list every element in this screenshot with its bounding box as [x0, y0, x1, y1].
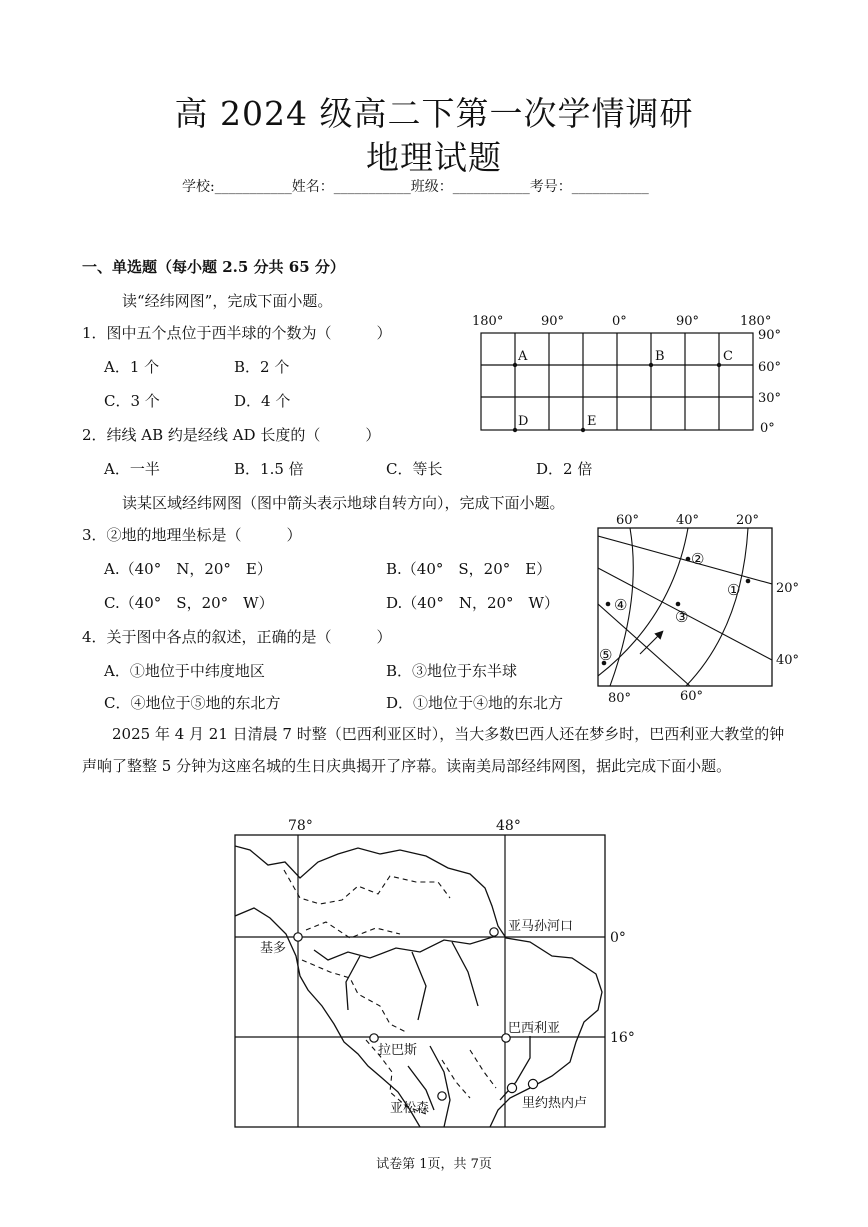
- q1-option-d: D．4 个: [234, 392, 291, 410]
- q4-option-a: A．①地位于中纬度地区: [104, 662, 265, 680]
- sa-top-label: 78°: [288, 818, 313, 834]
- south-america-map: [230, 810, 640, 1130]
- q3-option-d: D.（40° N，20° W）: [386, 594, 559, 612]
- grid-top-label: 180°: [740, 314, 772, 329]
- coastline: [235, 846, 602, 1127]
- region-label-3: ③: [675, 608, 689, 626]
- grid-label-b: B: [655, 349, 665, 364]
- region-right-label: 40°: [776, 653, 800, 668]
- quito-marker: [294, 933, 302, 941]
- q3-option-b: B.（40° S，20° E）: [386, 560, 552, 578]
- border-lines: [284, 870, 496, 1114]
- rio-marker: [507, 1083, 516, 1092]
- la-paz-marker: [370, 1034, 378, 1042]
- asuncion-marker: [438, 1092, 446, 1100]
- grid-top-label: 90°: [541, 314, 565, 329]
- region-label-1: ①: [727, 581, 741, 599]
- label-amazon-mouth: 亚马孙河口: [508, 919, 574, 934]
- exam-subtitle: 地理试题: [366, 138, 502, 177]
- graticule-map: [466, 308, 796, 442]
- label-la-paz: 拉巴斯: [378, 1043, 418, 1058]
- region-top-label: 60°: [616, 513, 640, 528]
- grid-right-label: 0°: [760, 421, 775, 436]
- grid-label-a: A: [518, 349, 528, 364]
- region-label-5: ⑤: [599, 646, 613, 664]
- sa-top-label: 48°: [496, 818, 521, 834]
- sa-map-frame: [235, 835, 605, 1127]
- passage: 2025 年 4 月 21 日清晨 7 时整（巴西利亚区时），当大多数巴西人还在梦乡时，巴西利亚大教堂的钟声响了整整 5 分钟为这座名城的生日庆典揭开了序幕。读南美局部经纬网图，据此完成下面小题。: [82, 725, 785, 775]
- q1-stem: 1．图中五个点位于西半球的个数为（ ）: [82, 324, 392, 342]
- tributary: [346, 942, 530, 1100]
- exam-title: 高 2024 级高二下第一次学情调研: [174, 94, 694, 133]
- grid-label-e: E: [587, 414, 597, 429]
- region-point-3: [676, 602, 681, 607]
- sa-right-label: 16°: [610, 1030, 635, 1046]
- sa-right-label: 0°: [610, 930, 626, 946]
- q3-stem: 3．②地的地理坐标是（ ）: [82, 526, 302, 544]
- grid-right-label: 90°: [758, 328, 782, 343]
- sa-graticule: [235, 835, 605, 1127]
- grid-right-label: 30°: [758, 391, 782, 406]
- region-label-4: ④: [614, 596, 628, 614]
- grid-top-label: 0°: [612, 314, 627, 329]
- q4-option-c: C．④地位于⑤地的东北方: [104, 694, 281, 712]
- region-map: [590, 508, 815, 708]
- page-footer: 试卷第 1页，共 7页: [376, 1157, 492, 1172]
- amazon-mouth-marker: [490, 928, 498, 936]
- q1-option-a: A．1 个: [104, 358, 160, 376]
- intro-1: 读“经纬网图”，完成下面小题。: [122, 292, 333, 310]
- q1-option-c: C．3 个: [104, 392, 160, 410]
- grid-label-d: D: [518, 414, 529, 429]
- q3-option-c: C.（40° S，20° W）: [104, 594, 274, 612]
- region-point-2: [686, 557, 691, 562]
- region-top-label: 40°: [676, 513, 700, 528]
- q2-option-c: C．等长: [386, 460, 443, 478]
- region-bottom-label: 80°: [608, 691, 632, 706]
- grid-point-d: [513, 428, 517, 432]
- label-brasilia: 巴西利亚: [508, 1021, 561, 1036]
- q2-option-a: A．一半: [104, 460, 160, 478]
- q2-stem: 2．纬线 AB 约是经线 AD 长度的（ ）: [82, 426, 381, 444]
- student-info-line: 学校:___________姓名：___________班级：___________考号：___________: [182, 179, 649, 195]
- intro-2: 读某区域经纬网图（图中箭头表示地球自转方向），完成下面小题。: [122, 494, 565, 512]
- q4-option-b: B．③地位于东半球: [386, 662, 518, 680]
- label-quito: 基多: [260, 941, 287, 956]
- q2-option-b: B．1.5 倍: [234, 460, 304, 478]
- grid-label-c: C: [723, 349, 733, 364]
- region-point-1: [746, 579, 751, 584]
- q2-option-d: D．2 倍: [536, 460, 593, 478]
- q3-option-a: A.（40° N，20° E）: [104, 560, 272, 578]
- q4-option-d: D．①地位于④地的东北方: [386, 694, 564, 712]
- q1-option-b: B．2 个: [234, 358, 290, 376]
- grid-point-a: [513, 363, 517, 367]
- grid-point-b: [649, 363, 653, 367]
- region-bottom-label: 60°: [680, 689, 704, 704]
- amazon-river: [314, 936, 496, 960]
- label-rio: 里约热内卢: [522, 1096, 588, 1111]
- grid-top-label: 180°: [472, 314, 504, 329]
- q4-stem: 4．关于图中各点的叙述，正确的是（ ）: [82, 628, 392, 646]
- region-right-label: 20°: [776, 581, 800, 596]
- grid-right-label: 60°: [758, 360, 782, 375]
- grid-point-e: [581, 428, 585, 432]
- region-top-label: 20°: [736, 513, 760, 528]
- grid-point-c: [717, 363, 721, 367]
- region-label-2: ②: [691, 550, 705, 568]
- region-point-4: [606, 602, 611, 607]
- section-heading: 一、单选题（每小题 2.5 分共 65 分）: [82, 258, 345, 276]
- label-asuncion: 亚松森: [390, 1101, 430, 1116]
- grid-top-label: 90°: [676, 314, 700, 329]
- rio-marker-2: [528, 1079, 537, 1088]
